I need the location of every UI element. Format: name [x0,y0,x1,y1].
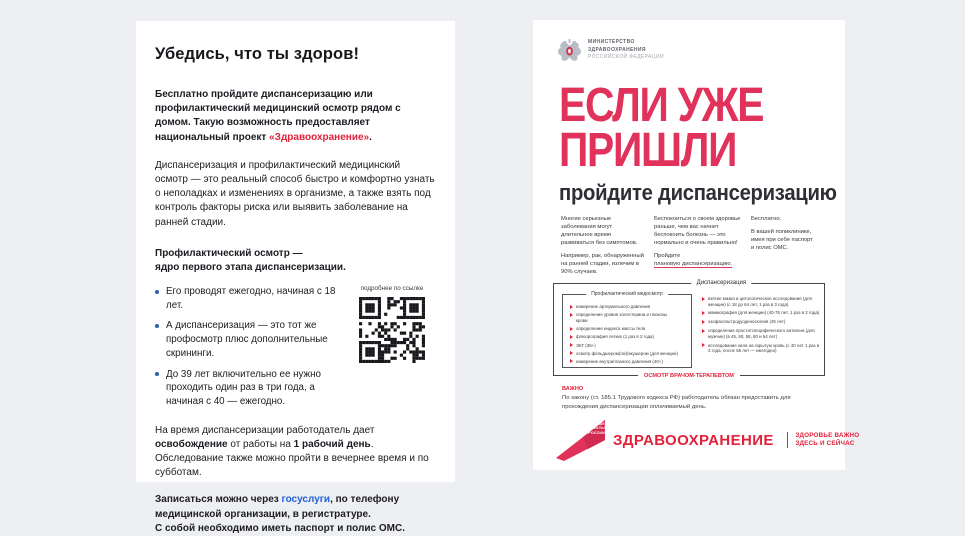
workday-bold-release: освобождение [155,438,228,450]
list-item [155,368,341,409]
list-item [702,296,820,307]
bullet-dot-icon [155,290,159,294]
qr-section [349,285,435,409]
arrow-bullet-icon [570,327,573,331]
arrow-bullet-icon [702,343,705,347]
signup-documents-text: С собой необходимо иметь паспорт и полис ОМС. [155,522,405,534]
arrow-bullet-icon [570,305,573,309]
qr-caption: подробнее по ссылке [360,285,424,293]
arrow-bullet-icon [570,343,573,347]
flyer-intro-period: . [369,131,372,143]
signup-text: , по телефону медицинской организации, в регистратуре. [155,494,400,520]
therapist-exam-label: ОСМОТР ВРАЧОМ-ТЕРАПЕВТОМ [638,373,740,379]
poster-title [559,79,799,177]
list-item [570,326,679,332]
flyer-intro-text: Бесплатно пройдите диспансеризацию или профилактический медицинский осмотр рядом с домом. Такую возможность предоставляет национальный проект [155,89,401,143]
arrow-bullet-icon [570,359,573,363]
dispensarization-list [702,296,820,354]
ministry-line: ЗДРАВООХРАНЕНИЯ [588,46,646,53]
signup-text: Записаться можно через [155,494,282,506]
list-item [702,328,820,339]
list-item [570,304,679,310]
cta-line2-underlined: плановую диспансеризацию. [654,260,733,267]
medical-checkup-list [570,304,679,365]
intro-text: В вашей поликлинике, имея при себе паспорт и полис ОМС. [751,228,813,251]
footer-divider [787,432,789,448]
flyer-subheading [155,247,435,275]
list-item [155,285,341,312]
item-text: измерение артериального давления [576,304,651,309]
flag-line: НАЦИОНАЛЬНЫЕ [570,422,605,426]
poster-title-line2: ПРИШЛИ [559,123,737,177]
ministry-emblem-icon [556,37,583,64]
bullet-dot-icon [155,372,159,376]
item-text: определение уровня холестерина и глюкозы крови [576,312,668,323]
list-item [570,312,679,323]
footer-slogan [795,432,859,448]
arrow-bullet-icon [570,335,573,339]
important-text: По закону (ст. 185.1 Трудового кодекса РФ) работодатель обязан предоставить для прохождения диспансеризации оплачиваемый день. [562,395,791,410]
arrow-bullet-icon [702,329,705,333]
workday-text: от работы на [227,438,294,450]
flyer-title: Убедись, что ты здоров! [155,45,360,63]
poster-title-line1: ЕСЛИ УЖЕ [559,79,764,132]
ministry-line: РОССИЙСКОЙ ФЕДЕРАЦИИ [588,54,664,61]
national-project-link[interactable]: «Здравоохранение» [269,131,370,143]
item-text: флюорография легких (1 раз в 2 года) [576,334,654,340]
arrow-bullet-icon [702,311,705,315]
intro-text: Многие серьезные заболевания могут длительное время развиваться без симптомов. [561,216,638,246]
list-item [570,343,679,349]
arrow-bullet-icon [570,351,573,355]
qr-code [359,297,425,363]
item-text: определение простатспецифического антигена (для мужчин) (в 45, 50, 55, 60 и 64 лет) [708,328,815,339]
list-item [570,359,679,365]
item-text: эзофагогастродуоденоскопия (45 лет) [708,319,786,325]
slogan-line: ЗДОРОВЬЕ ВАЖНО [795,431,860,439]
list-item [702,319,820,325]
list-item [570,351,679,357]
workday-text: . Обследование также можно пройти в вечернее время и по субботам. [155,438,429,479]
intro-text: Например, рак, обнаруженный на ранней стадии, излечим в 90% случаев. [561,252,644,275]
intro-column-1 [561,216,645,282]
intro-column-3 [751,216,813,282]
bullet-text: А диспансеризация — это тот же профосмотр плюс дополнительные скрининги. [166,320,328,359]
medical-checkup-box-label: Профилактический медосмотр [586,291,668,297]
intro-text: Беспокоиться о своем здоровье раньше, чем вас начнет беспокоить болезнь — это нормально и очень правильно! [654,216,741,246]
workday-bold-day: 1 рабочий день [293,438,371,450]
bullet-text: До 39 лет включительно ее нужно проходить один раз в три года, а начиная с 40 — ежегодно. [166,368,321,407]
flyer-paragraph-workday [155,424,435,481]
dispensarization-box [553,280,825,379]
list-item [570,334,679,340]
ministry-name [588,39,664,62]
intro-text: Бесплатно. [751,216,782,222]
ministry-line: МИНИСТЕРСТВО [588,38,635,45]
important-note [562,386,806,411]
item-text: измерение внутриглазного давления (40+) [576,358,663,364]
arrow-bullet-icon [570,313,573,317]
item-text: маммография (для женщин) (40-75 лет, 1 раз в 2 года) [708,310,820,316]
item-text: определение индекса массы тела [576,326,646,332]
gosuslugi-link[interactable]: госуслуги [281,494,331,506]
important-label: ВАЖНО [562,386,584,392]
item-text: ЭКГ (35+) [576,342,596,348]
flyer-bullet-list [155,285,341,409]
flag-line: РОССИИ [588,430,605,435]
poster-intro-columns [561,216,823,282]
flyer-subheading-line1: Профилактический осмотр — [155,247,303,259]
intro-cta [654,253,742,269]
medical-checkup-box [562,291,692,368]
bullet-dot-icon [155,324,159,328]
arrow-bullet-icon [702,320,705,324]
flyer-page [136,21,455,534]
flyer-bullets-section [155,285,435,409]
flyer-subheading-line2: ядро первого этапа диспансеризации. [155,261,346,273]
ministry-header [556,37,664,64]
dispensarization-box-label: Диспансеризация [692,280,751,286]
list-item [702,343,820,354]
national-projects-logo [555,418,607,462]
national-projects-text [571,422,605,435]
flag-line: ПРОЕКТЫ [585,426,605,431]
list-item [702,310,820,316]
workday-text: На время диспансеризации работодатель дает [155,424,375,436]
poster-subtitle: пройдите диспансеризацию [559,180,837,205]
arrow-bullet-icon [702,297,705,301]
list-item [155,319,341,360]
item-text: исследование кала на скрытую кровь (с 40 лет 1 раз в 2 года, после 65 лет — ежегодно) [708,342,820,354]
poster-page [533,20,860,470]
bullet-text: Его проводят ежегодно, начиная с 18 лет. [166,286,336,311]
poster-footer [555,418,859,462]
slogan-line: ЗДЕСЬ И СЕЙЧАС [795,440,855,447]
intro-column-2 [654,216,742,282]
item-text: осмотр фельдшером(см)/акушером (для женщин) [576,350,678,356]
cta-line1: Пройдите [654,252,681,259]
flyer-paragraph-description: Диспансеризация и профилактический медицинский осмотр — это реальный способ быстро и комфортно узнать о неполадках и изменениях в организме, а также взять под контроль факторы риска или выявить заболевание на ранней стадии. [155,159,435,228]
zdravoohranenie-brand: ЗДРАВООХРАНЕНИЕ [613,431,774,449]
flyer-paragraph-intro [155,88,435,145]
item-text: взятие мазка и цитологическое исследование (для женщин) (с 18 до 64 лет, 1 раз в 3 года) [708,296,812,307]
